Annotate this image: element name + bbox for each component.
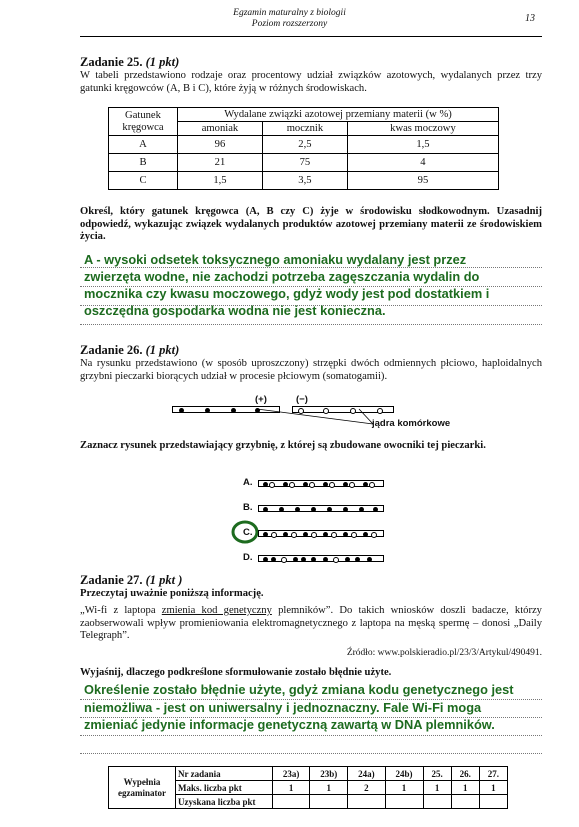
option-b-label: B. bbox=[243, 502, 253, 513]
task-number-label: Nr zadania bbox=[176, 767, 273, 781]
option-d-hypha[interactable] bbox=[258, 555, 384, 562]
option-a-hypha[interactable] bbox=[258, 480, 384, 487]
nuclei-label: jądra komórkowe bbox=[372, 418, 451, 429]
option-b-hypha[interactable] bbox=[258, 505, 384, 512]
task-25-intro: W tabeli przedstawiono rodzaje oraz procentowy udział związków azotowych, wydalanych przez trzy gatunki kręgowców (A, B i C), które żyją w różnych środowiskach. bbox=[80, 70, 542, 94]
option-d-label: D. bbox=[243, 552, 253, 563]
answer-line bbox=[80, 735, 542, 736]
max-points-label: Maks. liczba pkt bbox=[176, 781, 273, 795]
page-header bbox=[0, 8, 579, 30]
answer-line bbox=[80, 753, 542, 754]
table-row: B 21 75 4 bbox=[109, 154, 499, 172]
task-27-question: Wyjaśnij, dlaczego podkreślone sformułowanie zostało błędnie użyte. bbox=[80, 667, 392, 678]
score-cell[interactable] bbox=[310, 795, 348, 809]
score-cell[interactable] bbox=[348, 795, 385, 809]
exam-title: Egzamin maturalny z biologii bbox=[233, 8, 346, 18]
grader-label: Wypełnia egzaminator bbox=[109, 767, 176, 809]
minus-label: (−) bbox=[296, 394, 308, 405]
selected-circle-icon bbox=[230, 519, 260, 545]
answer-line bbox=[80, 324, 542, 325]
group-header: Wydalane związki azotowej przemiany materii (w %) bbox=[178, 108, 499, 122]
option-c-label: C. bbox=[243, 527, 253, 538]
task-26-question: Zaznacz rysunek przedstawiający grzybnię, z której są zbudowane owocniki tej pieczarki. bbox=[80, 440, 486, 451]
col-header: mocznik bbox=[262, 122, 347, 136]
task-25-question: Określ, który gatunek kręgowca (A, B czy C) żyje w środowisku słodkowodnym. Uzasadnij odpowiedź, wykazując związek wydalanych produktów azotowej przemiany materii ze środowiskiem życia. bbox=[80, 206, 542, 243]
header-divider bbox=[80, 36, 542, 37]
scored-points-label: Uzyskana liczba pkt bbox=[176, 795, 273, 809]
grading-table: Wypełnia egzaminator Nr zadania 23a) 23b) 24a) 24b) 25. 26. 27. Maks. liczba pkt 1 1 2 1 1 1 1 Uzyskana liczba pkt bbox=[108, 766, 508, 809]
task-27-answer: Określenie zostało błędnie użyte, gdyż zmiana kodu genetycznego jest niemożliwa - jest on uniwersalny i jednoznaczny. Fale Wi-Fi moga zmieniać jedynie informacje genetyczną zawartą w DNA plemników. bbox=[84, 682, 514, 732]
option-a-label: A. bbox=[243, 477, 253, 488]
plus-label: (+) bbox=[255, 394, 267, 405]
task-27-source: Źródło: www.polskieradio.pl/23/3/Artykul/490491. bbox=[346, 648, 542, 658]
task-26-title: Zadanie 26. (1 pkt) bbox=[80, 343, 180, 357]
table-row: A 96 2,5 1,5 bbox=[109, 136, 499, 154]
col-header: kwas moczowy bbox=[347, 122, 498, 136]
score-cell[interactable] bbox=[451, 795, 479, 809]
col-header: amoniak bbox=[178, 122, 263, 136]
species-header: Gatunek kręgowca bbox=[109, 108, 178, 136]
nuclei-pointer-lines bbox=[255, 400, 385, 430]
task-26-intro: Na rysunku przedstawiono (w sposób uproszczony) strzępki dwóch odmiennych płciowo, haploidalnych grzybni pieczarki biorących udział w procesie płciowym (somatogamii). bbox=[80, 358, 542, 382]
page-number: 13 bbox=[525, 13, 535, 24]
task-27-quote: „Wi-fi z laptopa zmienia kod genetyczny plemników”. Do takich wniosków doszli badacze, którzy zaobserwowali wpływ promieniowania elektromagnetycznego z laptopa na męską spermę – donosi „Daily Telegraph”. bbox=[80, 605, 542, 642]
nitrogen-table bbox=[108, 107, 499, 190]
score-cell[interactable] bbox=[273, 795, 310, 809]
task-27-instruction: Przeczytaj uważnie poniższą informację. bbox=[80, 588, 264, 599]
task-25-title: Zadanie 25. (1 pkt) bbox=[80, 55, 180, 69]
option-c-hypha[interactable] bbox=[258, 530, 384, 537]
score-cell[interactable] bbox=[385, 795, 423, 809]
task-27-title: Zadanie 27. (1 pkt ) bbox=[80, 573, 183, 587]
score-cell[interactable] bbox=[479, 795, 507, 809]
score-cell[interactable] bbox=[423, 795, 451, 809]
task-25-answer: A - wysoki odsetek toksycznego amoniaku wydalany jest przez zwierzęta wodne, nie zachodzi potrzeba zagęszczania wydalin do mocznika czy kwasu moczowego, gdyż wody jest pod dostatkiem i oszczędna gospodarka wodna nie jest konieczna. bbox=[84, 252, 490, 318]
exam-level: Poziom rozszerzony bbox=[251, 19, 328, 29]
underlined-phrase: zmienia kod genetyczny bbox=[161, 605, 272, 616]
table-row: C 1,5 3,5 95 bbox=[109, 172, 499, 190]
